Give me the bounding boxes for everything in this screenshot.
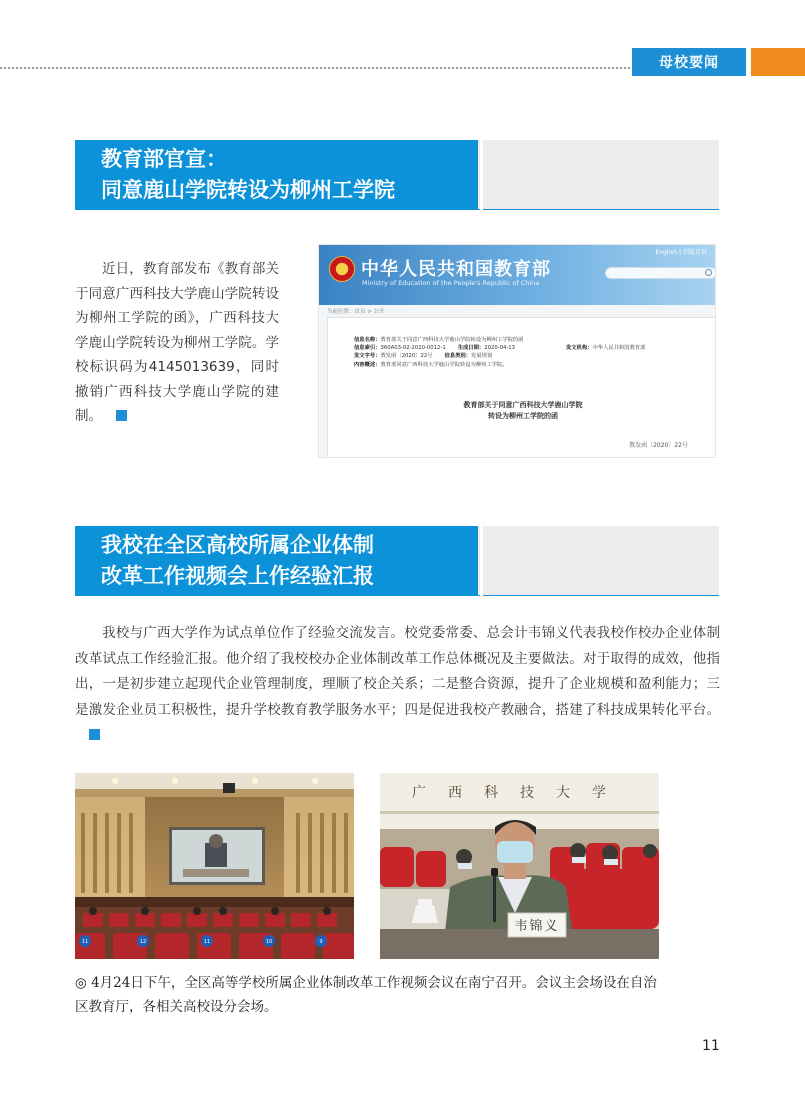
meta-label: 信息索引： <box>354 345 381 352</box>
article2-headline-banner <box>75 526 719 596</box>
meta-label: 信息类别： <box>444 353 472 360</box>
photo-caption: ◎ 4月24日下午，全区高等学校所属企业体制改革工作视频会议在南宁召开。会议主会场设在自治区教育厅，各相关高校设分会场。 <box>75 975 657 1015</box>
meta-org <box>566 344 645 352</box>
article2-headline-line1: 我校在全区高校所属企业体制 <box>101 533 374 557</box>
meta-value: 教育部关于同意广西科技大学鹿山学院转设为柳州工学院的函 <box>380 337 524 343</box>
meta-label: 生成日期： <box>457 345 485 352</box>
meta-value: 教发函〔2020〕22号 <box>380 353 433 360</box>
nameplate-text: 韦锦义 <box>514 919 560 934</box>
ministry-top-links: English | 旧版首页 <box>655 249 707 256</box>
end-mark-icon <box>89 729 100 740</box>
search-icon <box>705 269 712 276</box>
speaker-photo <box>380 773 659 959</box>
meta-label: 内容概述： <box>354 361 381 368</box>
header-dotted-rule <box>0 67 630 69</box>
meta-row-docno <box>354 352 524 360</box>
document-title-line2: 转设为柳州工学院的函 <box>488 412 558 420</box>
seat-number: 11 <box>203 939 211 945</box>
article2-body-text: 我校与广西大学作为试点单位作了经验交流发言。校党委常委、总会计韦锦义代表我校作校办企业体制改革试点工作经验汇报。他介绍了我校校办企业体制改革工作总体概况及主要做法。对于取得的成效，他指出，一是初步建立起现代企业管理制度，理顺了校企关系；二是整合资源，提升了企业规模和盈利能力；三是激发企业员工积极性，提升学校教育教学服务水平；四是促进我校产教融合，搭建了科技成果转化平台。 <box>75 625 720 718</box>
conference-hall-photo <box>75 773 354 959</box>
ministry-site-subtitle: Ministry of Education of the People's Republic of China <box>362 279 540 287</box>
meta-row-index <box>354 344 524 352</box>
article1-headline-banner <box>75 140 719 210</box>
banner-stripe <box>480 526 483 596</box>
article1-body-text: 近日，教育部发布《教育部关于同意广西科技大学鹿山学院转设为柳州工学院的函》，广西科技大学鹿山学院转设为柳州工学院。学校标识码为4145013639，同时撤销广西科技大学鹿山学院的建制。 <box>75 261 279 424</box>
seat-number: 10 <box>265 939 273 945</box>
wall-sign-text: 广西科技大学 <box>412 785 628 801</box>
meta-label: 发文字号： <box>354 353 381 360</box>
ministry-search-box <box>605 267 716 279</box>
article2-headline <box>75 526 478 596</box>
page-number: 11 <box>702 1038 720 1054</box>
conference-hall-illustration <box>75 773 354 959</box>
header-orange-block <box>751 48 805 76</box>
meta-value: 中华人民共和国教育部 <box>592 345 646 351</box>
ministry-site-title: 中华人民共和国教育部 <box>361 259 551 280</box>
ministry-breadcrumb: 当前位置：首页 > 公开 <box>327 309 385 315</box>
banner-stripe <box>480 140 483 210</box>
meta-value: 发展规划 <box>471 353 493 360</box>
article1-headline-line2: 同意鹿山学院转设为柳州工学院 <box>101 178 395 202</box>
document-title-line1: 教育部关于同意广西科技大学鹿山学院 <box>463 401 583 409</box>
meta-value: 2020-04-13 <box>484 345 515 352</box>
section-tag: 母校要闻 <box>632 48 746 76</box>
meta-label: 发文机构： <box>566 345 593 351</box>
seat-number: 12 <box>139 939 147 945</box>
document-number: 教发函〔2020〕22号 <box>629 442 688 449</box>
article1-headline <box>75 140 478 210</box>
speaker-illustration <box>380 773 659 959</box>
ministry-site-header <box>319 245 716 305</box>
article2-body <box>75 621 720 749</box>
article2-headline-line2: 改革工作视频会上作经验汇报 <box>101 564 374 588</box>
article1-body <box>75 257 279 429</box>
document-metadata <box>354 336 646 369</box>
ministry-document-card <box>327 317 716 458</box>
national-emblem-icon <box>329 256 355 282</box>
meta-row-name <box>354 336 524 344</box>
document-title <box>328 400 716 422</box>
meta-label: 信息名称： <box>354 337 381 343</box>
meta-value: 教育部同意广西科技大学鹿山学院转设为柳州工学院。 <box>380 361 508 368</box>
article1-headline-line1: 教育部官宣： <box>101 147 227 171</box>
seat-number: 9 <box>319 939 323 945</box>
ministry-webpage-screenshot <box>318 244 716 458</box>
seat-number: 11 <box>81 939 89 945</box>
meta-row-summary <box>354 361 524 369</box>
end-mark-icon <box>116 410 127 421</box>
meta-value: 360A03-02-2020-0012-1 <box>380 345 446 352</box>
